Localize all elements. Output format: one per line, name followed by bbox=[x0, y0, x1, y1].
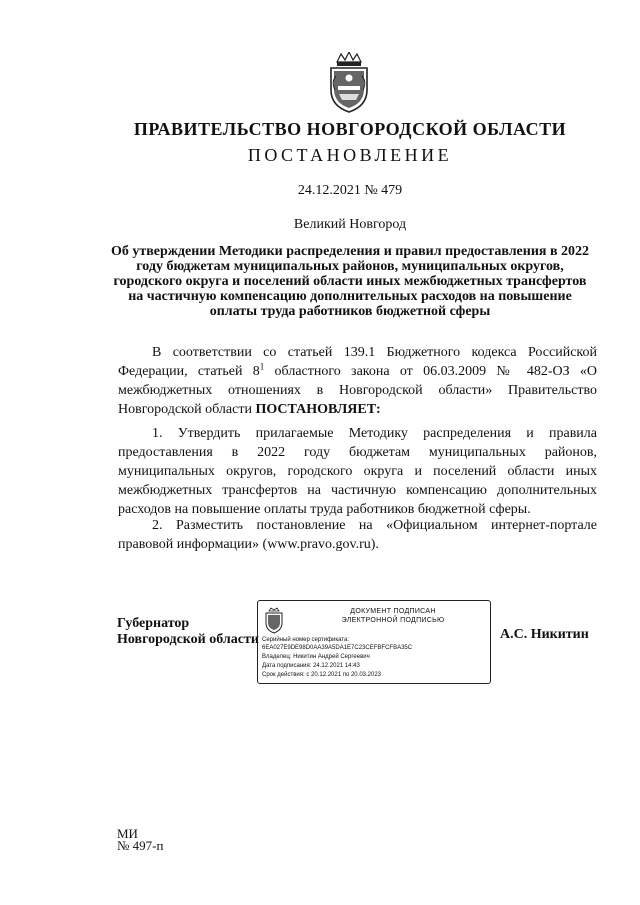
stamp-cert-serial: 6EA027E9DE98D0AA39A5DA1E7C23CEFBFCFBA35C bbox=[262, 645, 413, 651]
item-1-paragraph: 1. Утвердить прилагаемые Методику распределения и правила предоставления в 2022 году бюджетам муниципальных районов, муниципальных округов, городского округа и поселений области иных межбюджетных трансфертов на частичную компенсацию дополнительных расходов на повышение оплаты труда работников бюджетной сферы. bbox=[118, 426, 597, 517]
intro-resolves: ПОСТАНОВЛЯЕТ: bbox=[255, 402, 381, 417]
document-city: Великий Новгород bbox=[293, 217, 407, 232]
stamp-validity: Срок действия: с 20.12.2021 по 20.03.2023 bbox=[262, 672, 382, 678]
government-title: ПРАВИТЕЛЬСТВО НОВГОРОДСКОЙ ОБЛАСТИ bbox=[133, 119, 567, 139]
stamp-heading-line1: ДОКУМЕНТ ПОДПИСАН bbox=[350, 608, 436, 615]
stamp-emblem-icon bbox=[264, 607, 284, 634]
intro-paragraph bbox=[118, 343, 597, 419]
stamp-signed-date: Дата подписания: 24.12.2021 14:43 bbox=[262, 663, 360, 669]
intro-text-b: областного закона от 06.03.2009 № 482-ОЗ «О межбюджетных отношениях в Новгородской области» Правительство Новгородской области bbox=[118, 364, 597, 417]
electronic-signature-stamp bbox=[257, 600, 491, 684]
signatory-title bbox=[117, 616, 259, 648]
footer-initials: МИ bbox=[117, 826, 138, 841]
signatory-title-line1: Губернатор bbox=[117, 616, 190, 631]
stamp-owner: Владелец: Никитин Андрей Сергеевич bbox=[262, 654, 370, 660]
intro-superscript: 1 bbox=[259, 361, 265, 372]
coat-of-arms-emblem bbox=[327, 52, 371, 114]
stamp-cert-label: Серийный номер сертификата: bbox=[262, 637, 350, 643]
intro-text-a: В соответствии со статьей 139.1 Бюджетного кодекса Российской Федерации, статьей 8 bbox=[118, 345, 597, 379]
footer-reference bbox=[117, 828, 163, 852]
item-2-paragraph: 2. Разместить постановление на «Официальном интернет-портале правовой информации» (www.pravo.gov.ru). bbox=[118, 518, 597, 552]
document-type: ПОСТАНОВЛЕНИЕ bbox=[247, 145, 453, 165]
footer-number: № 497-п bbox=[117, 838, 164, 853]
signatory-title-line2: Новгородской области bbox=[117, 632, 259, 647]
signatory-name: А.С. Никитин bbox=[500, 627, 589, 642]
document-subject: Об утверждении Методики распределения и правил предоставления в 2022 году бюджетам муниципальных районов, муниципальных округов, городского округа и поселений области иных межбюджетных трансфертов на частичную компенсацию дополнительных расходов на повышение оплаты труда работников бюджетной сферы bbox=[110, 244, 590, 319]
stamp-heading-line2: ЭЛЕКТРОННОЙ ПОДПИСЬЮ bbox=[341, 617, 445, 624]
stamp-heading bbox=[318, 607, 468, 625]
document-date-number: 24.12.2021 № 479 bbox=[297, 183, 403, 198]
